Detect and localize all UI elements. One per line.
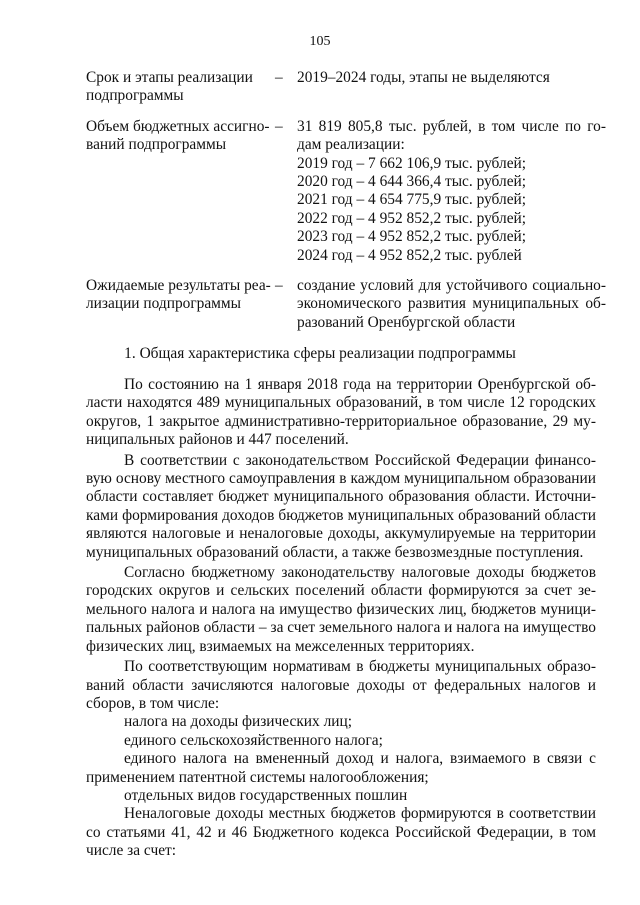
budget-year-2019: 2019 год – 7 662 106,9 тыс. рублей;: [297, 154, 527, 172]
passport-dash: –: [275, 277, 283, 295]
budget-year-2024: 2024 год – 4 952 852,2 тыс. рублей: [297, 246, 522, 264]
passport-value-line: дам реализации:: [297, 136, 405, 154]
paragraph-non-tax-revenues: [86, 805, 596, 860]
text-line: применением патентной системы налогообложения;: [86, 768, 429, 786]
passport-value-line: создание условий для устойчивого социально-: [297, 277, 606, 295]
paragraph-tax-revenues: [86, 564, 596, 656]
text-line: ваний области зачисляются налоговые доходы от федеральных налогов и: [86, 676, 596, 694]
passport-row-timeline: [86, 69, 606, 106]
text-line: единого сельскохозяйственного налога;: [124, 731, 383, 749]
list-item: [86, 713, 596, 731]
text-line: со статьями 41, 42 и 46 Бюджетного кодекса Российской Федерации, в том: [86, 823, 596, 841]
text-line: единого налога на вмененный доход и налога, взимаемого в связи с: [124, 750, 596, 768]
passport-label-line: подпрограммы: [86, 87, 184, 105]
text-line: налога на доходы физических лиц;: [124, 713, 353, 731]
text-line: По соответствующим нормативам в бюджеты муниципальных образо-: [124, 658, 596, 676]
passport-label: [86, 69, 271, 106]
passport-label-line: Объем бюджетных ассигно-: [86, 117, 270, 135]
text-line: По состоянию на 1 января 2018 года на территории Оренбургской об-: [124, 376, 596, 393]
section-heading: 1. Общая характеристика сферы реализации подпрограммы: [124, 345, 516, 362]
budget-year-2022: 2022 год – 4 952 852,2 тыс. рублей;: [297, 209, 527, 227]
text-line: являются налоговые и неналоговые доходы, аккумулируемые на территории: [86, 525, 596, 543]
passport-value: [297, 277, 606, 332]
passport-dash: –: [275, 69, 283, 86]
text-line: пальных районов области – за счет земельного налога и налога на имущество: [86, 619, 596, 637]
passport-dash: –: [275, 117, 283, 135]
passport-value-line: 31 819 805,8 тыс. рублей, в том числе по го-: [297, 117, 606, 135]
text-line: отдельных видов государственных пошлин: [124, 786, 408, 804]
text-line: В соответствии с законодательством Российской Федерации финансо-: [124, 451, 596, 469]
passport-label-line: ваний подпрограммы: [86, 136, 227, 154]
passport-label: [86, 118, 271, 265]
paragraph-federal-taxes: [86, 658, 596, 713]
budget-year-2021: 2021 год – 4 654 775,9 тыс. рублей;: [297, 191, 527, 209]
budget-year-2023: 2023 год – 4 952 852,2 тыс. рублей;: [297, 228, 527, 246]
text-line: округов, 1 закрытое административно-территориальное образование, 29 му-: [86, 412, 596, 430]
passport-value: [297, 118, 606, 265]
text-line: ниципальных районов и 447 поселений.: [86, 431, 349, 449]
text-line: Согласно бюджетному законодательству налоговые доходы бюджетов: [124, 564, 596, 582]
text-line: числе за счет:: [86, 842, 177, 860]
text-line: муниципальных образований области, а также безвозмездные поступления.: [86, 543, 584, 561]
budget-year-2020: 2020 год – 4 644 366,4 тыс. рублей;: [297, 173, 527, 191]
text-line: вую основу местного самоуправления в каждом муниципальном образовании: [86, 470, 596, 488]
text-line: городских округов и сельских поселений области формируются за счет зе-: [86, 582, 596, 600]
text-line: области составляет бюджет муниципального образования области. Источни-: [86, 488, 596, 506]
paragraph-municipalities: [86, 376, 596, 450]
passport-value-line: разований Оренбургской области: [297, 313, 516, 331]
text-line: мельного налога и налога на имущество физических лиц, бюджетов муници-: [86, 600, 596, 618]
passport-row-budget: [86, 118, 606, 265]
passport-label-line: Ожидаемые результаты реа-: [86, 277, 271, 295]
list-item: [86, 787, 596, 805]
passport-value-line: экономического развития муниципальных об-: [297, 295, 606, 313]
passport-label-line: Срок и этапы реализации: [86, 69, 253, 86]
passport-value-line: 2019–2024 годы, этапы не выделяются: [297, 69, 550, 86]
text-line: сборов, в том числе:: [86, 694, 220, 712]
passport-value: [297, 69, 606, 106]
subprogram-passport-table: [86, 69, 606, 344]
section-body: [86, 376, 596, 861]
text-line: Неналоговые доходы местных бюджетов формируются в соответствии: [124, 805, 596, 823]
passport-label: [86, 277, 271, 332]
passport-row-results: [86, 277, 606, 332]
page-number: 105: [309, 34, 331, 49]
list-item: [86, 750, 596, 787]
paragraph-financial-basis: [86, 452, 596, 562]
list-item: [86, 732, 596, 750]
text-line: ласти находятся 489 муниципальных образований, в том числе 12 городских: [86, 394, 596, 412]
text-line: ками формирования доходов бюджетов муниципальных образований области: [86, 506, 596, 524]
passport-label-line: лизации подпрограммы: [86, 295, 241, 313]
text-line: физических лиц, взимаемых на межселенных территориях.: [86, 637, 475, 655]
